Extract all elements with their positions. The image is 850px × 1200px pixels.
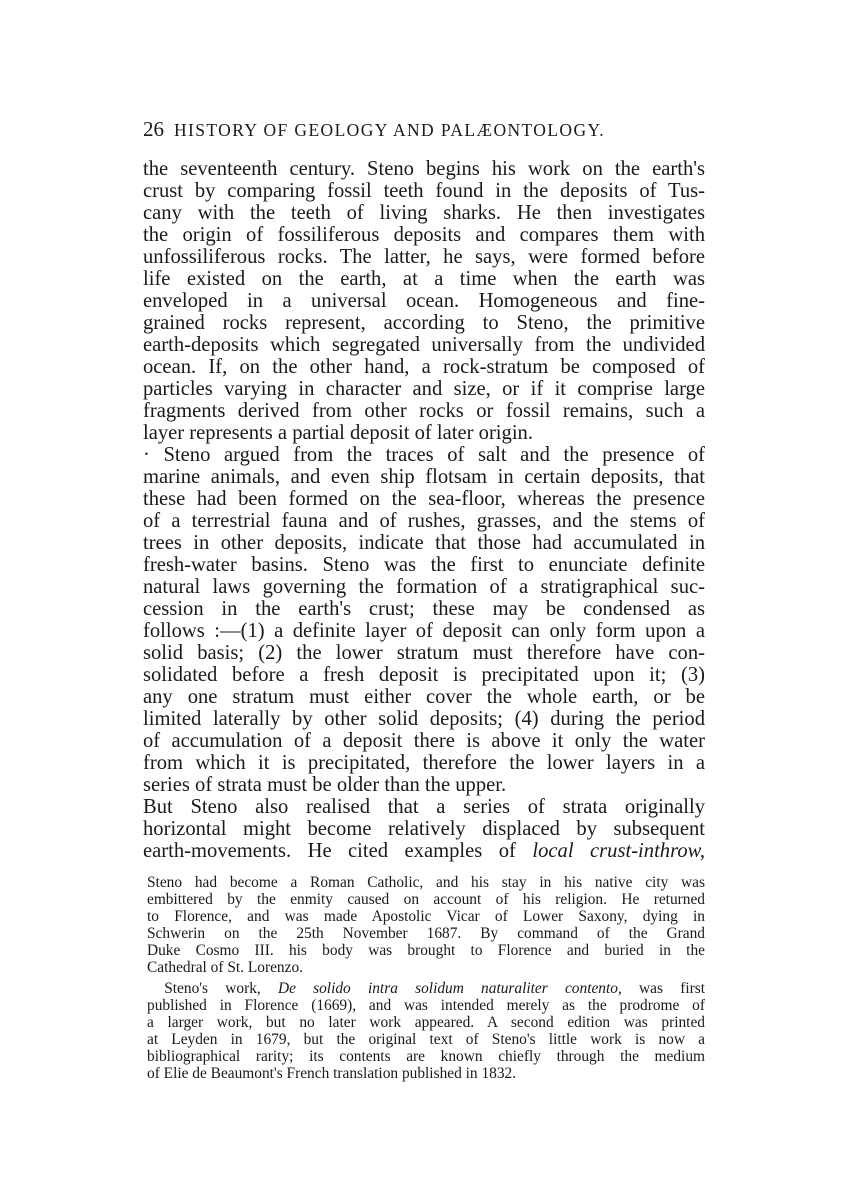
body-line: crust by comparing fossil teeth found in the deposits of Tus-	[143, 180, 705, 202]
body-line: follows :—(1) a definite layer of deposit can only form upon a	[143, 620, 705, 642]
footnote-line: embittered by the enmity caused on account of his religion. He returned	[147, 891, 705, 909]
footnote-line: of Elie de Beaumont's French translation published in 1832.	[147, 1065, 517, 1083]
body-line: grained rocks represent, according to Steno, the primitive	[143, 312, 705, 334]
footnote-line: bibliographical rarity; its contents are known chiefly through the medium	[147, 1047, 705, 1065]
main-text	[143, 158, 705, 862]
footnote-line: a larger work, but no later work appeared. A second edition was printed	[147, 1013, 705, 1031]
footnote-prefix: Steno's work,	[164, 979, 278, 997]
body-line: natural laws governing the formation of a stratigraphical suc-	[143, 576, 705, 598]
footnote-line: at Leyden in 1679, but the original text of Steno's little work is now a	[147, 1030, 705, 1048]
footnote-line: published in Florence (1669), and was intended merely as the prodrome of	[147, 996, 705, 1014]
footnote-line: Duke Cosmo III. his body was brought to Florence and buried in the	[147, 942, 705, 960]
body-line: of a terrestrial fauna and of rushes, grasses, and the stems of	[143, 510, 705, 532]
body-line: trees in other deposits, indicate that those had accumulated in	[143, 532, 705, 554]
body-line: solidated before a fresh deposit is precipitated upon it; (3)	[143, 664, 705, 686]
body-line: solid basis; (2) the lower stratum must therefore have con-	[143, 642, 705, 664]
body-line: limited laterally by other solid deposits; (4) during the period	[143, 708, 705, 730]
footnote-rest: was first	[621, 979, 705, 997]
footnote-line: Steno had become a Roman Catholic, and his stay in his native city was	[147, 874, 705, 891]
body-line-text: earth-movements. He cited examples of	[143, 840, 533, 862]
body-line: from which it is precipitated, therefore the lower layers in a	[143, 752, 705, 774]
body-line: fresh-water basins. Steno was the first to enunciate definite	[143, 554, 705, 576]
footnote-line-first	[147, 980, 705, 997]
body-line: series of strata must be older than the upper.	[143, 774, 507, 796]
body-line: of accumulation of a deposit there is above it only the water	[143, 730, 705, 752]
body-line: · Steno argued from the traces of salt and the presence of	[143, 444, 705, 466]
body-line: the seventeenth century. Steno begins his work on the earth's	[143, 158, 705, 180]
body-line: particles varying in character and size, or if it comprise large	[143, 378, 705, 400]
body-line: horizontal might become relatively displaced by subsequent	[143, 818, 705, 840]
body-line: the origin of fossiliferous deposits and compares them with	[143, 224, 705, 246]
footnote-line: Schwerin on the 25th November 1687. By command of the Grand	[147, 925, 705, 943]
footnotes	[147, 874, 705, 1082]
body-line-last	[143, 840, 705, 862]
body-line: enveloped in a universal ocean. Homogeneous and fine-	[143, 290, 705, 312]
footnote-italic-title: De solido intra solidum naturaliter contento,	[277, 979, 622, 997]
body-line: these had been formed on the sea-floor, whereas the presence	[143, 488, 705, 510]
running-title: HISTORY OF GEOLOGY AND PALÆONTOLOGY.	[174, 120, 606, 140]
body-line: fragments derived from other rocks or fossil remains, such a	[143, 400, 705, 422]
italic-term: local crust-inthrow,	[532, 840, 705, 862]
body-line: marine animals, and even ship flotsam in certain deposits, that	[143, 466, 705, 488]
body-line: cession in the earth's crust; these may be condensed as	[143, 598, 705, 620]
body-line: any one stratum must either cover the whole earth, or be	[143, 686, 705, 708]
body-line: unfossiliferous rocks. The latter, he says, were formed before	[143, 246, 705, 268]
body-line: cany with the teeth of living sharks. He then investigates	[143, 202, 705, 224]
page-number: 26	[143, 117, 164, 141]
body-line: layer represents a partial deposit of later origin.	[143, 422, 533, 444]
body-line: ocean. If, on the other hand, a rock-stratum be composed of	[143, 356, 705, 378]
body-line: earth-deposits which segregated universally from the undivided	[143, 334, 705, 356]
running-head	[143, 117, 713, 142]
body-line: But Steno also realised that a series of strata originally	[143, 796, 705, 818]
footnote-line: Cathedral of St. Lorenzo.	[147, 959, 303, 977]
footnote-line: to Florence, and was made Apostolic Vicar of Lower Saxony, dying in	[147, 908, 705, 926]
body-line: life existed on the earth, at a time when the earth was	[143, 268, 705, 290]
